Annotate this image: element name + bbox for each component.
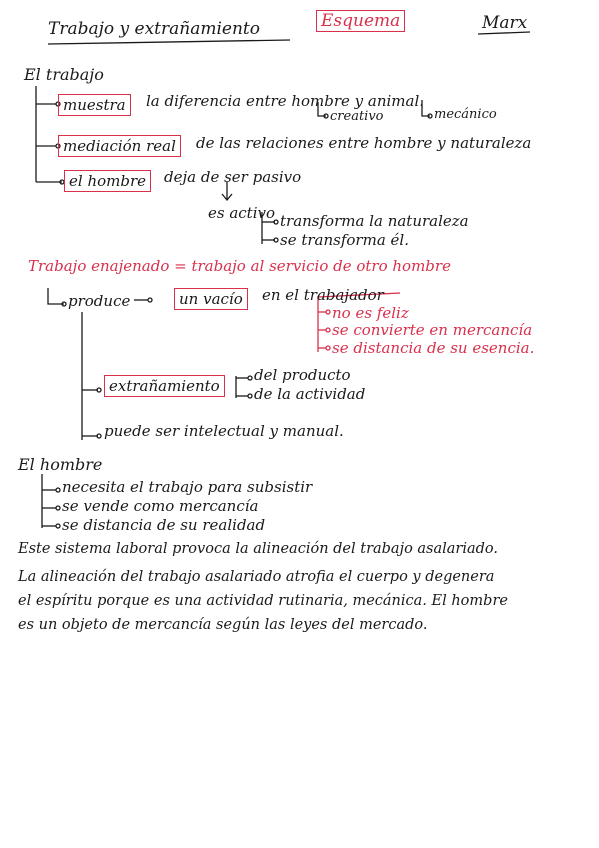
author-name: Marx [482,13,528,33]
hombre-item-necesita: necesita el trabajo para subsistir [62,478,313,496]
text-diferencia: la diferencia entre hombre y animal. [146,92,425,110]
hombre-item-distancia: se distancia de su realidad [62,516,266,534]
text-puede: puede ser intelectual y manual. [104,422,344,440]
key-el-hombre: el hombre [64,170,151,192]
result-distancia-esencia: se distancia de su esencia. [332,339,535,357]
result-mercancia: se convierte en mercancía [332,321,533,339]
section-heading-hombre: El hombre [18,455,103,474]
hombre-item-vende: se vende como mercancía [62,497,259,515]
sub-del-producto: del producto [254,366,351,384]
key-extranamiento: extrañamiento [104,375,225,397]
text-relaciones: de las relaciones entre hombre y naturaleza [196,134,532,152]
text-en-trabajador: en el trabajador [262,286,384,304]
sub-se-transforma: se transforma él. [280,231,409,249]
sub-transforma-naturaleza: transforma la naturaleza [280,212,469,230]
key-vacio: un vacío [174,288,248,310]
conclusion-line-4: es un objeto de mercancía según las leyes del mercado. [18,617,428,633]
scheme-tag: Esquema [316,10,405,32]
conclusion-line-1: Este sistema laboral provoca la alineación del trabajo asalariado. [18,541,499,557]
text-deja-pasivo: deja de ser pasivo [164,168,302,186]
page-title: Trabajo y extrañamiento [48,19,260,39]
section-heading-trabajo: El trabajo [24,65,104,84]
conclusion-line-2: La alineación del trabajo asalariado atrofia el cuerpo y degenera [18,569,495,585]
text-produce: produce [68,292,131,310]
sub-mecanico: mecánico [434,107,497,122]
key-muestra: muestra [58,94,131,116]
key-mediacion: mediación real [58,135,181,157]
text-es-activo: es activo [208,204,276,222]
sub-creativo: creativo [330,109,384,124]
sub-de-actividad: de la actividad [254,385,366,403]
section-heading-enajenado: Trabajo enajenado = trabajo al servicio de otro hombre [28,257,451,275]
result-no-feliz: no es feliz [332,304,409,322]
conclusion-line-3: el espíritu porque es una actividad rutinaria, mecánica. El hombre [18,593,508,609]
